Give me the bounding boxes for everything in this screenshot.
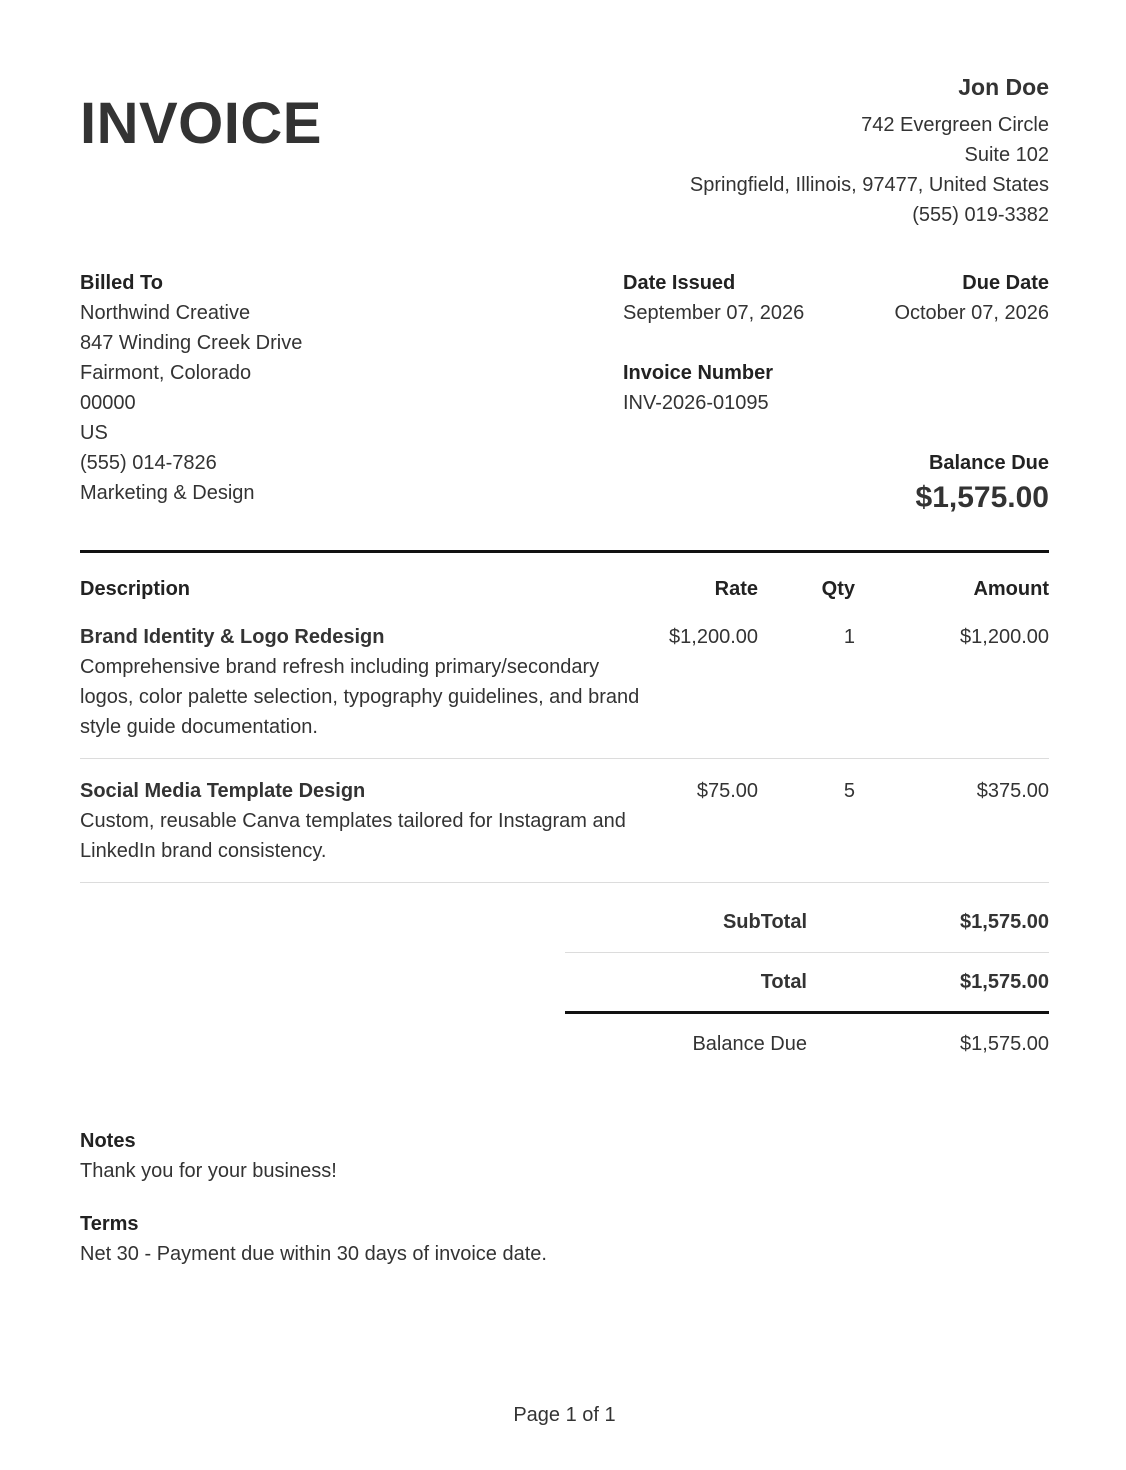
item-rate: $75.00 bbox=[696, 780, 758, 802]
row-divider bbox=[80, 882, 1049, 883]
page-number: Page 1 of 1 bbox=[513, 1404, 616, 1426]
item-rate: $1,200.00 bbox=[669, 626, 758, 648]
item-qty: 1 bbox=[843, 626, 855, 648]
balance-due-amount: $1,575.00 bbox=[915, 481, 1049, 514]
item-description: Comprehensive brand refresh including primary/secondary logos, color palette selection, typography guidelines, and brand style guide documentation. bbox=[80, 656, 640, 738]
notes-block bbox=[80, 1126, 337, 1186]
invoice-number-value: INV-2026-01095 bbox=[623, 392, 769, 414]
terms-label: Terms bbox=[80, 1213, 139, 1235]
billed-to-label: Billed To bbox=[80, 272, 163, 294]
terms-block bbox=[80, 1209, 547, 1269]
billed-to-country: US bbox=[80, 422, 108, 444]
totals-thick-divider bbox=[565, 1011, 1049, 1014]
balance-due-block bbox=[916, 448, 1049, 518]
subtotal-label: SubTotal bbox=[722, 911, 807, 933]
billed-to-company: Northwind Creative bbox=[80, 302, 251, 324]
item-description: Custom, reusable Canva templates tailored for Instagram and LinkedIn brand consistency. bbox=[80, 810, 626, 862]
item-amount: $1,200.00 bbox=[960, 626, 1049, 648]
total-value: $1,575.00 bbox=[960, 971, 1049, 993]
date-issued-value: September 07, 2026 bbox=[623, 302, 805, 324]
billed-to-block bbox=[80, 268, 302, 508]
subtotal-value: $1,575.00 bbox=[960, 911, 1049, 933]
notes-text: Thank you for your business! bbox=[80, 1160, 337, 1182]
billed-to-city-state: Fairmont, Colorado bbox=[80, 362, 252, 384]
terms-text: Net 30 - Payment due within 30 days of invoice date. bbox=[80, 1243, 547, 1265]
invoice-title: INVOICE bbox=[80, 91, 322, 156]
row-divider bbox=[80, 758, 1049, 759]
col-header-rate: Rate bbox=[714, 578, 758, 600]
invoice-number-label: Invoice Number bbox=[623, 362, 774, 384]
invoice-number-block bbox=[623, 358, 773, 418]
table-row bbox=[80, 622, 655, 742]
balance-due-label: Balance Due bbox=[928, 452, 1049, 474]
item-title: Brand Identity & Logo Redesign bbox=[80, 626, 385, 648]
due-date-label: Due Date bbox=[962, 272, 1049, 294]
table-row bbox=[80, 776, 655, 866]
notes-label: Notes bbox=[80, 1130, 136, 1152]
sender-address2: Suite 102 bbox=[964, 144, 1049, 166]
invoice-page bbox=[80, 0, 1049, 1470]
due-date-value: October 07, 2026 bbox=[894, 302, 1049, 324]
date-issued-label: Date Issued bbox=[623, 272, 736, 294]
billed-to-zip: 00000 bbox=[80, 392, 136, 414]
balance-due-summary-value: $1,575.00 bbox=[960, 1033, 1049, 1055]
item-qty: 5 bbox=[843, 780, 855, 802]
sender-phone: (555) 019-3382 bbox=[912, 204, 1049, 226]
billed-to-department: Marketing & Design bbox=[80, 482, 255, 504]
table-top-divider bbox=[80, 550, 1049, 553]
due-date-block bbox=[894, 268, 1049, 328]
sender-city-line: Springfield, Illinois, 97477, United States bbox=[689, 174, 1049, 196]
totals-divider bbox=[565, 952, 1049, 953]
billed-to-street: 847 Winding Creek Drive bbox=[80, 332, 303, 354]
item-amount: $375.00 bbox=[976, 780, 1049, 802]
col-header-amount: Amount bbox=[973, 578, 1049, 600]
col-header-description: Description bbox=[80, 578, 191, 600]
date-issued-block bbox=[623, 268, 804, 328]
total-label: Total bbox=[760, 971, 807, 993]
sender-address1: 742 Evergreen Circle bbox=[861, 114, 1049, 136]
item-title: Social Media Template Design bbox=[80, 780, 366, 802]
sender-block bbox=[690, 72, 1049, 230]
sender-name: Jon Doe bbox=[958, 74, 1049, 100]
billed-to-phone: (555) 014-7826 bbox=[80, 452, 217, 474]
balance-due-summary-label: Balance Due bbox=[692, 1033, 807, 1055]
col-header-qty: Qty bbox=[821, 578, 855, 600]
